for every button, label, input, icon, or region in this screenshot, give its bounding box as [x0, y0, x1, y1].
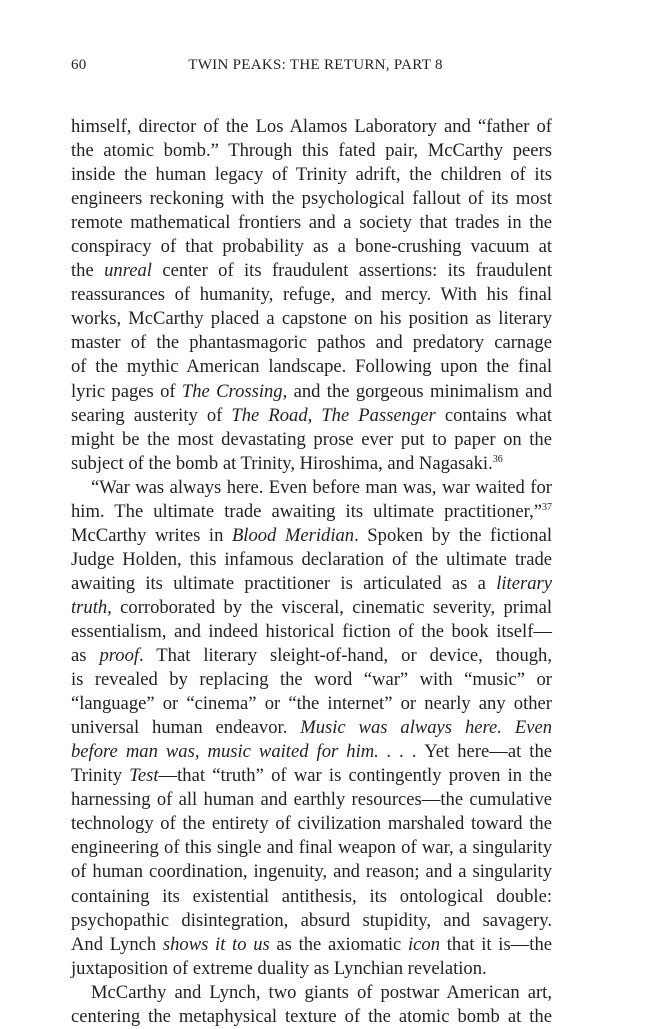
text-line	[71, 355, 552, 379]
text-run: as the axiomatic	[269, 933, 408, 955]
text-line	[71, 885, 552, 909]
text-run: McCarthy and Lynch, two giants of postwar American art,	[91, 981, 552, 1003]
text-line	[71, 572, 552, 596]
text-run: . Spoken by the fictional	[354, 524, 552, 546]
text-line	[71, 668, 552, 692]
text-line	[71, 716, 552, 740]
italic-text: The Road	[231, 404, 308, 426]
text-run: centering the metaphysical texture of the atomic bomb at the	[71, 1005, 552, 1027]
text-run: remote mathematical frontiers and a society that trades in the	[71, 212, 552, 234]
text-line	[71, 307, 552, 331]
text-line	[71, 548, 552, 572]
text-run: Judge Holden, this infamous declaration of the ultimate trade	[71, 548, 552, 570]
italic-text: Test	[129, 765, 159, 787]
text-run: subject of the bomb at Trinity, Hiroshima, and Nagasaki.	[71, 452, 493, 474]
text-line	[71, 476, 552, 500]
text-line	[71, 428, 552, 452]
text-line	[71, 283, 552, 307]
text-line	[71, 139, 552, 163]
text-run: inside the human legacy of Trinity adrift, the children of its	[71, 164, 552, 186]
text-run: is revealed by replacing the word “war” with “music” or	[71, 669, 552, 691]
page-number: 60	[71, 57, 87, 73]
text-line	[71, 957, 552, 981]
italic-text: shows it to us	[162, 933, 270, 955]
text-line	[71, 692, 552, 716]
italic-text: before man was, music waited for him. . . .	[71, 741, 417, 763]
text-run: containing its existential antithesis, its ontological double:	[71, 885, 552, 907]
running-head	[71, 52, 552, 76]
text-run: juxtaposition of extreme duality as Lynchian revelation.	[71, 957, 487, 979]
text-line	[71, 211, 552, 235]
text-run: Trinity	[71, 765, 130, 787]
italic-text: unreal	[104, 260, 152, 282]
text-line	[71, 788, 552, 812]
text-run: “War was always here. Even before man was, war waited for	[91, 476, 552, 498]
text-line	[71, 909, 552, 933]
text-run: him. The ultimate trade awaiting its ultimate practitioner,”	[71, 500, 542, 522]
text-line	[71, 860, 552, 884]
text-run: master of the phantasmagoric pathos and predatory carnage	[71, 332, 552, 354]
text-run: the	[71, 260, 105, 282]
text-line	[71, 235, 552, 259]
text-run: reassurances of humanity, refuge, and mercy. With his final	[71, 284, 552, 306]
text-line	[71, 380, 552, 404]
text-run: Yet here—at the	[416, 741, 552, 763]
body-text	[71, 115, 552, 1029]
text-line	[71, 259, 552, 283]
italic-text: Blood Meridian	[231, 524, 355, 546]
text-line	[71, 644, 552, 668]
text-line	[71, 163, 552, 187]
text-run: psychopathic disintegration, absurd stupidity, and savagery.	[71, 909, 552, 931]
text-run: might be the most devastating prose ever put to paper on the	[71, 428, 552, 450]
italic-text: truth,	[71, 596, 112, 618]
text-run: the atomic bomb.” Through this fated pair, McCarthy peers	[71, 140, 552, 162]
text-run: center of its fraudulent assertions: its fraudulent	[151, 260, 552, 282]
italic-text: proof	[99, 645, 140, 667]
text-line	[71, 620, 552, 644]
italic-text: icon	[408, 933, 441, 955]
text-line	[71, 812, 552, 836]
text-line	[71, 981, 552, 1005]
text-run: awaiting its ultimate practitioner is articulated as a	[71, 572, 497, 594]
text-line	[71, 115, 552, 139]
italic-text: Music was always here. Even	[300, 717, 552, 739]
text-run: himself, director of the Los Alamos Laboratory and “father of	[71, 116, 552, 137]
text-run: ,	[307, 404, 322, 426]
text-line	[71, 187, 552, 211]
text-run: essentialism, and indeed historical fiction of the book itself—	[71, 620, 552, 642]
text-run: “language” or “cinema” or “the internet” or nearly any other	[71, 693, 552, 715]
text-line	[71, 404, 552, 428]
italic-text: literary	[496, 572, 552, 594]
text-run: searing austerity of	[71, 404, 232, 426]
footnote-ref: 36	[492, 453, 503, 465]
text-run: , and the gorgeous minimalism and	[282, 380, 553, 402]
text-run: universal human endeavor.	[71, 717, 301, 739]
text-line	[71, 331, 552, 355]
text-run: lyric pages of	[71, 380, 182, 402]
text-run: works, McCarthy placed a capstone on his position as literary	[71, 308, 552, 330]
text-line	[71, 740, 552, 764]
text-run: And Lynch	[71, 933, 163, 955]
text-line	[71, 1005, 552, 1029]
text-run: technology of the entirety of civilization marshaled toward the	[71, 813, 552, 835]
text-run: . That literary sleight-of-hand, or device, though,	[139, 645, 552, 667]
text-line	[71, 596, 552, 620]
text-run: engineering of this single and final weapon of war, a singularity	[71, 837, 552, 859]
text-line	[71, 933, 552, 957]
text-run: engineers reckoning with the psychological fallout of its most	[71, 188, 552, 210]
text-run: corroborated by the visceral, cinematic severity, primal	[111, 596, 552, 618]
text-run: McCarthy writes in	[71, 524, 232, 546]
text-line	[71, 452, 552, 476]
text-run: that it is—the	[440, 933, 552, 955]
text-line	[71, 764, 552, 788]
italic-text: The Passenger	[321, 404, 436, 426]
text-run: as	[71, 645, 100, 667]
footnote-ref: 37	[542, 501, 552, 513]
running-title: TWIN PEAKS: THE RETURN, PART 8	[188, 57, 443, 73]
text-run: harnessing of all human and earthly resources—the cumulative	[71, 789, 552, 811]
text-run: of human coordination, ingenuity, and reason; and a singularity	[71, 861, 552, 883]
text-line	[71, 524, 552, 548]
text-run: —that “truth” of war is contingently proven in the	[158, 765, 553, 787]
italic-text: The Crossing	[181, 380, 283, 402]
text-run: contains what	[435, 404, 553, 426]
text-line	[71, 836, 552, 860]
text-run: conspiracy of that probability as a bone-crushing vacuum at	[71, 236, 552, 258]
text-run: of the mythic American landscape. Following upon the final	[71, 356, 552, 378]
text-line	[71, 500, 552, 524]
